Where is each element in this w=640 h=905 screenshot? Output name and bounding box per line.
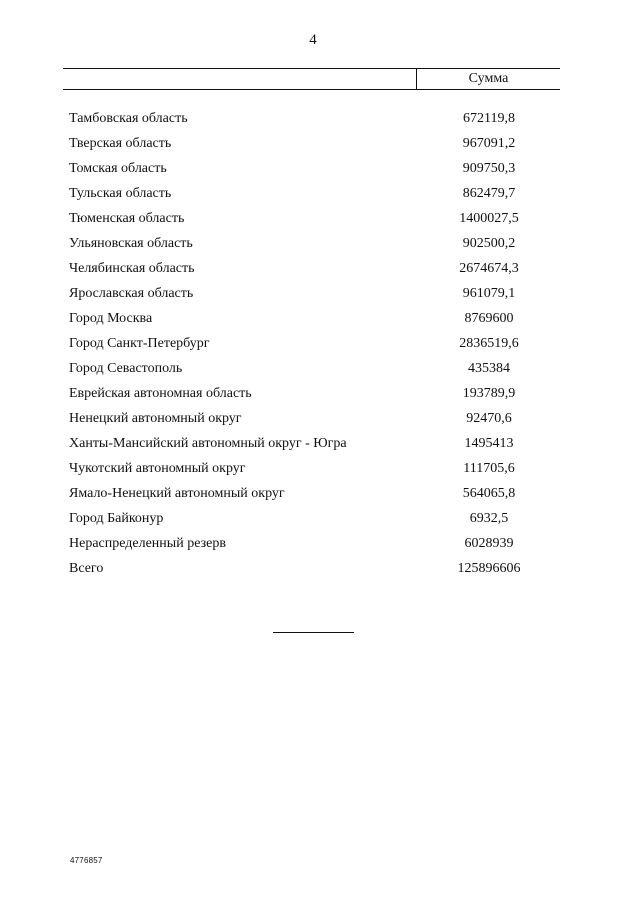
page-number: 4 — [309, 32, 317, 48]
region-name: Томская область — [69, 161, 167, 176]
table-row — [0, 134, 640, 159]
region-name: Ханты-Мансийский автономный округ - Югра — [69, 436, 347, 451]
region-name: Тверская область — [69, 136, 172, 151]
table-row — [0, 109, 640, 134]
region-name: Чукотский автономный округ — [69, 461, 246, 476]
region-name: Ненецкий автономный округ — [69, 411, 242, 426]
region-name: Челябинская область — [69, 261, 195, 276]
sum-value: 435384 — [468, 361, 510, 376]
table-row — [0, 159, 640, 184]
table-row — [0, 484, 640, 509]
sum-value: 1495413 — [464, 436, 514, 451]
sum-value: 2836519,6 — [459, 336, 519, 351]
region-name: Ульяновская область — [69, 236, 193, 251]
table-row — [0, 459, 640, 484]
region-name: Тульская область — [69, 186, 172, 201]
table-row — [0, 234, 640, 259]
sum-value: 6028939 — [464, 536, 514, 551]
header-bottom-rule — [63, 89, 560, 90]
total-value: 125896606 — [457, 561, 521, 576]
sum-value: 193789,9 — [462, 386, 516, 401]
sum-value: 564065,8 — [462, 486, 516, 501]
table-header — [63, 68, 560, 90]
sum-value: 862479,7 — [462, 186, 516, 201]
sum-value: 967091,2 — [462, 136, 516, 151]
region-name: Тамбовская область — [69, 111, 188, 126]
sum-value: 92470,6 — [466, 411, 512, 426]
table-row — [0, 384, 640, 409]
table-row — [0, 334, 640, 359]
region-name: Тюменская область — [69, 211, 185, 226]
table-row — [0, 509, 640, 534]
sum-value: 672119,8 — [463, 111, 515, 126]
total-label: Всего — [69, 561, 104, 576]
table-row — [0, 209, 640, 234]
sum-value: 902500,2 — [462, 236, 516, 251]
sum-value: 909750,3 — [462, 161, 516, 176]
table-row — [0, 184, 640, 209]
table-row-total — [0, 559, 640, 584]
table-row — [0, 284, 640, 309]
region-name: Город Севастополь — [69, 361, 183, 376]
table-row — [0, 309, 640, 334]
sum-column-header: Сумма — [468, 71, 509, 86]
sum-value: 961079,1 — [462, 286, 516, 301]
sum-value: 6932,5 — [469, 511, 509, 526]
region-name: Город Москва — [69, 311, 153, 326]
table-row — [0, 359, 640, 384]
sum-value: 2674674,3 — [459, 261, 519, 276]
region-name: Город Санкт-Петербург — [69, 336, 210, 351]
region-name: Еврейская автономная область — [69, 386, 252, 401]
table-row — [0, 534, 640, 559]
sum-value: 1400027,5 — [459, 211, 519, 226]
sum-value: 111705,6 — [463, 461, 515, 476]
table-row — [0, 259, 640, 284]
region-name: Нераспределенный резерв — [69, 536, 226, 551]
table-body — [0, 109, 640, 584]
end-of-table-rule — [273, 632, 354, 633]
sum-value: 8769600 — [464, 311, 514, 326]
table-row — [0, 409, 640, 434]
region-name: Ямало-Ненецкий автономный округ — [69, 486, 285, 501]
table-row — [0, 434, 640, 459]
header-top-rule — [63, 68, 560, 69]
document-code: 4776857 — [70, 856, 103, 865]
region-name: Ярославская область — [69, 286, 194, 301]
region-name: Город Байконур — [69, 511, 164, 526]
